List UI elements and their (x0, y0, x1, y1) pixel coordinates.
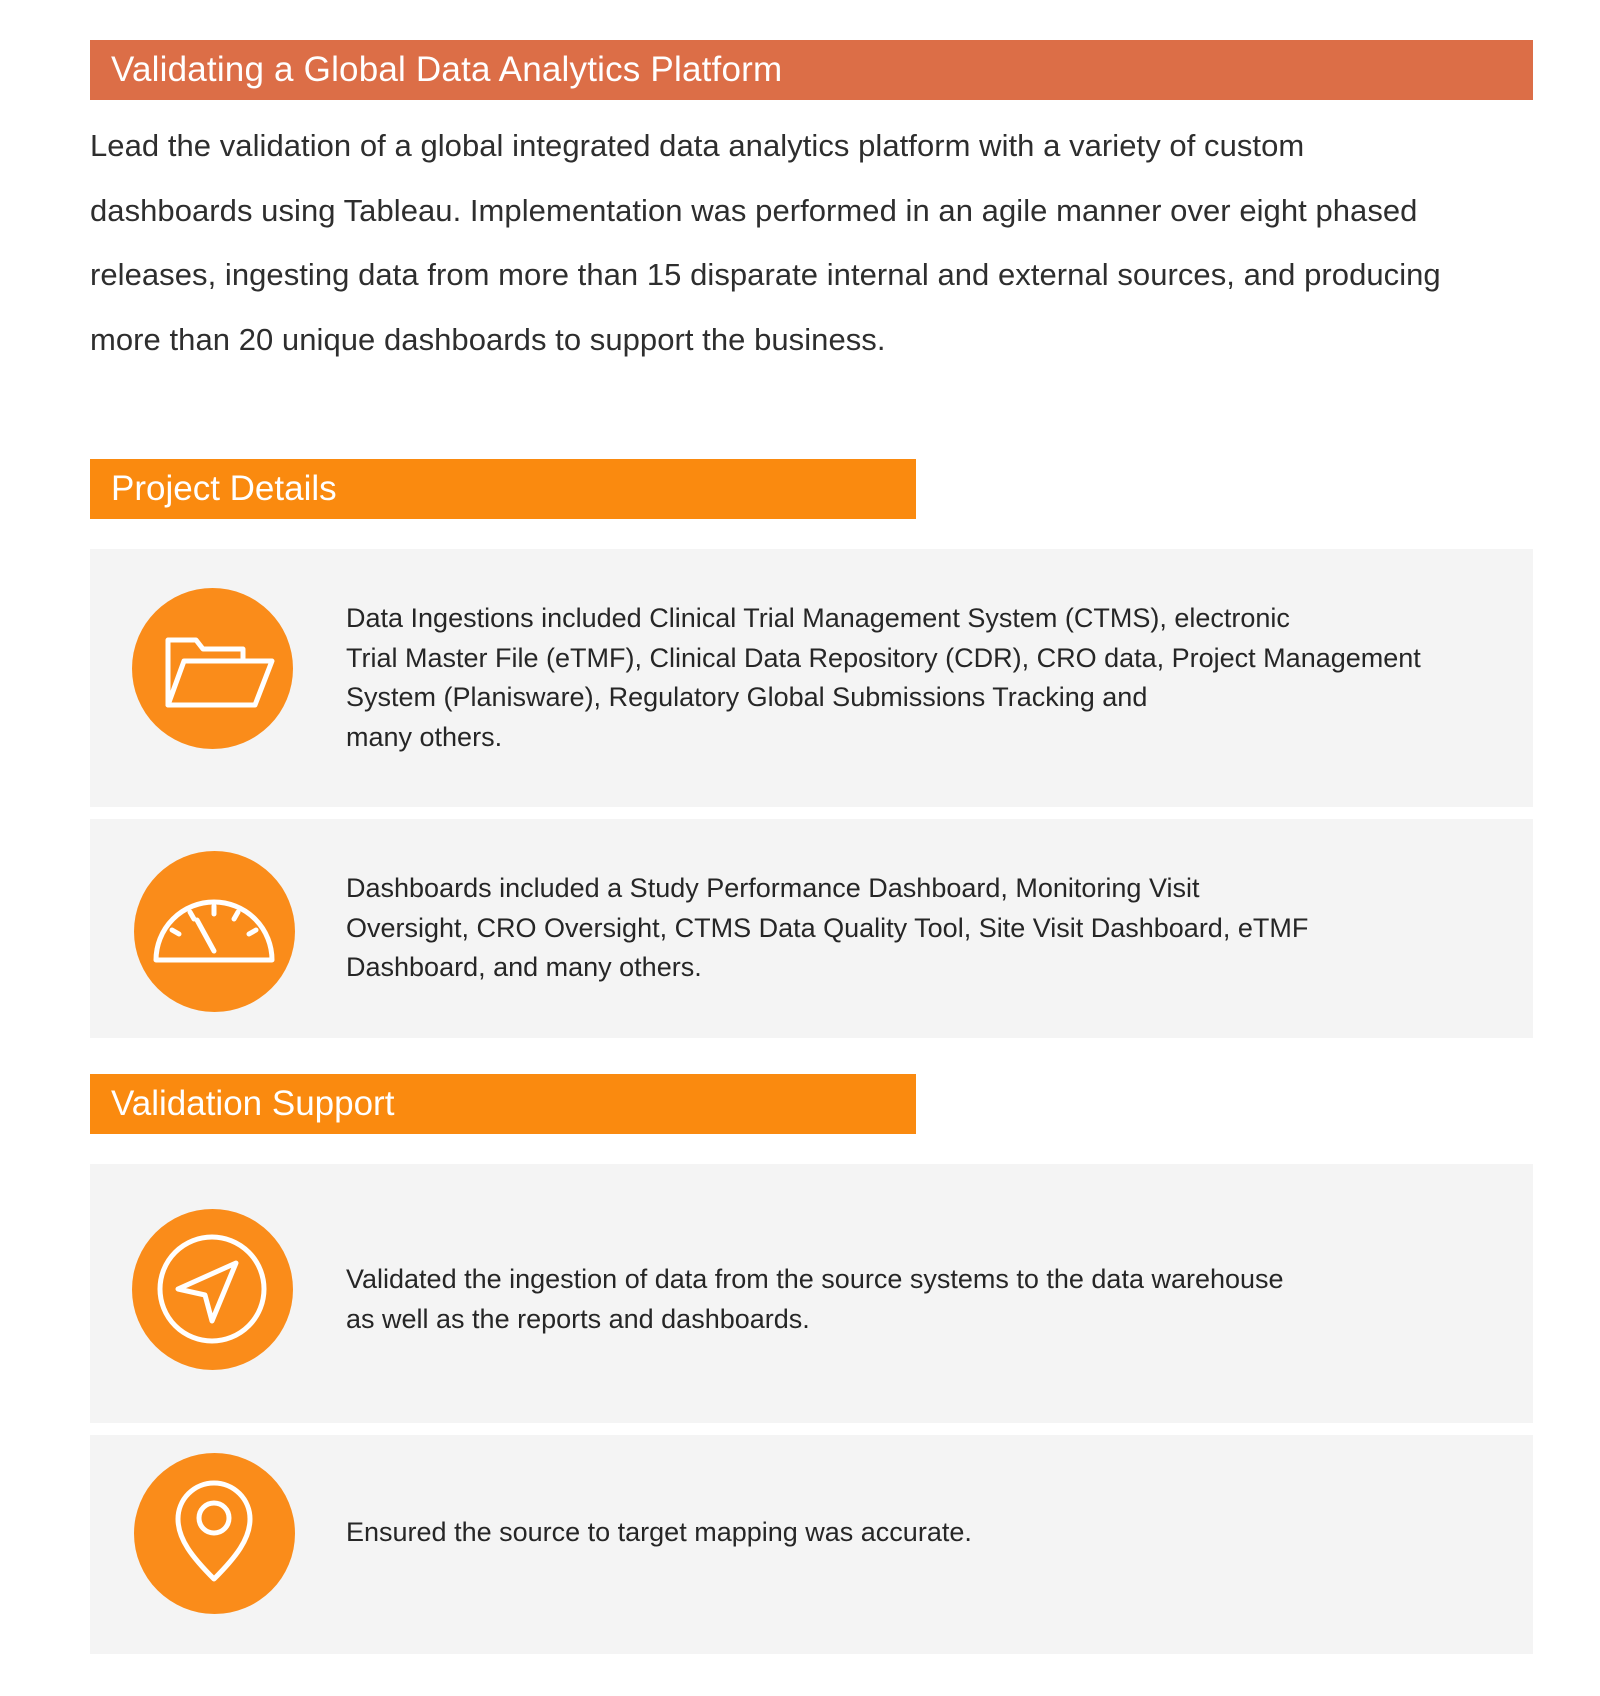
support-line: Validated the ingestion of data from the source systems to the data warehouse (346, 1264, 1284, 1294)
support-text (346, 1513, 1456, 1553)
intro-line: more than 20 unique dashboards to support the business. (90, 321, 886, 357)
intro-line: dashboards using Tableau. Implementation was performed in an agile manner over eight phased (90, 192, 1418, 228)
detail-card-dashboards (90, 819, 1533, 1038)
detail-text (346, 869, 1456, 988)
detail-line: many others. (346, 721, 503, 752)
detail-line: Oversight, CRO Oversight, CTMS Data Quality Tool, Site Visit Dashboard, eTMF (346, 912, 1309, 943)
support-card-ingestion-validation (90, 1164, 1533, 1423)
detail-line: System (Planisware), Regulatory Global Submissions Tracking and (346, 682, 1148, 712)
detail-line: Dashboards included a Study Performance Dashboard, Monitoring Visit (346, 873, 1200, 903)
detail-line: Dashboard, and many others. (346, 952, 702, 982)
support-text (346, 1260, 1456, 1339)
validation-support-heading: Validation Support (90, 1074, 916, 1134)
support-line: Ensured the source to target mapping was accurate. (346, 1517, 972, 1547)
map-pin-icon (134, 1453, 295, 1614)
support-line: as well as the reports and dashboards. (346, 1303, 810, 1334)
page (90, 40, 1533, 1654)
detail-text (346, 599, 1456, 757)
intro-line: Lead the validation of a global integrated data analytics platform with a variety of custom (90, 128, 1305, 163)
detail-line: Data Ingestions included Clinical Trial Management System (CTMS), electronic (346, 603, 1290, 633)
folder-icon (132, 588, 293, 749)
navigation-arrow-icon (132, 1209, 293, 1370)
detail-card-data-ingestions (90, 549, 1533, 807)
detail-line: Trial Master File (eTMF), Clinical Data Repository (CDR), CRO data, Project Management (346, 642, 1421, 673)
speedometer-icon (134, 851, 295, 1012)
intro-line: releases, ingesting data from more than 15 disparate internal and external sources, and producing (90, 257, 1441, 292)
intro-paragraph (90, 114, 1530, 372)
support-card-mapping (90, 1435, 1533, 1654)
page-title: Validating a Global Data Analytics Platform (90, 40, 1533, 100)
project-details-heading: Project Details (90, 459, 916, 519)
